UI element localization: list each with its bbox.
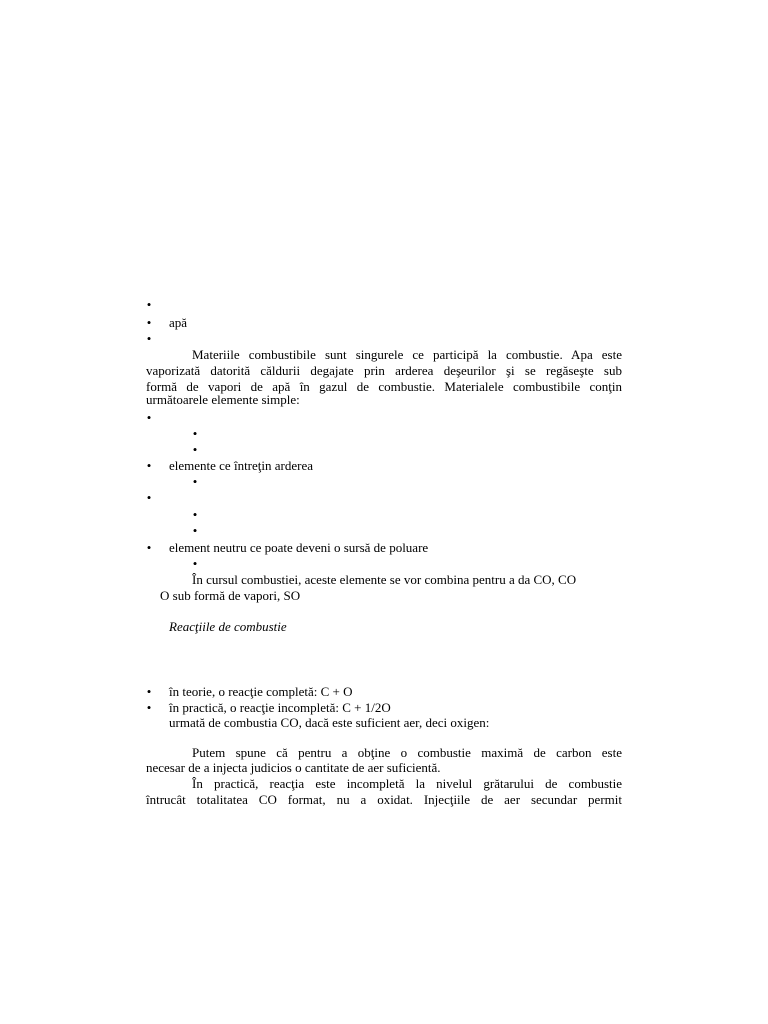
paragraph-line: Putem spune că pentru a obţine o combustie maximă de carbon este (192, 745, 622, 760)
bullet-marker: • (146, 458, 152, 473)
nested-bullet-marker: • (192, 474, 198, 489)
list-item-water: apă (169, 315, 188, 330)
section-heading: Reacţiile de combustie (169, 619, 287, 634)
list-item-maintain-burning: elemente ce întreţin arderea (169, 458, 313, 473)
bullet-marker: • (146, 315, 152, 330)
bullet-marker: • (146, 700, 152, 715)
paragraph-line: vaporizată datorită căldurii degajate prin arderea deşeurilor şi se regăseşte sub (146, 363, 622, 378)
bullet-marker: • (146, 331, 152, 346)
list-continuation: urmată de combustia CO, dacă este suficient aer, deci oxigen: (169, 715, 490, 730)
nested-bullet-marker: • (192, 442, 198, 457)
paragraph-line: necesar de a injecta judicios o cantitate de aer suficientă. (146, 760, 441, 775)
nested-bullet-marker: • (192, 426, 198, 441)
nested-bullet-marker: • (192, 507, 198, 522)
nested-bullet-marker: • (192, 523, 198, 538)
bullet-marker: • (146, 297, 152, 312)
list-item-neutral-element: element neutru ce poate deveni o sursă de poluare (169, 540, 429, 555)
nested-bullet-marker: • (192, 556, 198, 571)
list-item-practice: în practică, o reacţie incompletă: C + 1/2O (169, 700, 391, 715)
paragraph-line: O sub formă de vapori, SO (160, 588, 301, 603)
bullet-marker: • (146, 684, 152, 699)
paragraph-line: formă de vapori de apă în gazul de combustie. Materialele combustibile conţin (146, 379, 622, 394)
bullet-marker: • (146, 410, 152, 425)
paragraph-line: În cursul combustiei, aceste elemente se vor combina pentru a da CO, CO (192, 572, 577, 587)
bullet-marker: • (146, 540, 152, 555)
paragraph-line: Materiile combustibile sunt singurele ce participă la combustie. Apa este (192, 347, 622, 362)
paragraph-line: În practică, reacţia este incompletă la nivelul grătarului de combustie (192, 776, 622, 791)
paragraph-line: următoarele elemente simple: (146, 392, 300, 407)
bullet-marker: • (146, 490, 152, 505)
paragraph-line: întrucât totalitatea CO format, nu a oxidat. Injecţiile de aer secundar permit (146, 792, 622, 807)
list-item-theory: în teorie, o reacţie completă: C + O (169, 684, 353, 699)
